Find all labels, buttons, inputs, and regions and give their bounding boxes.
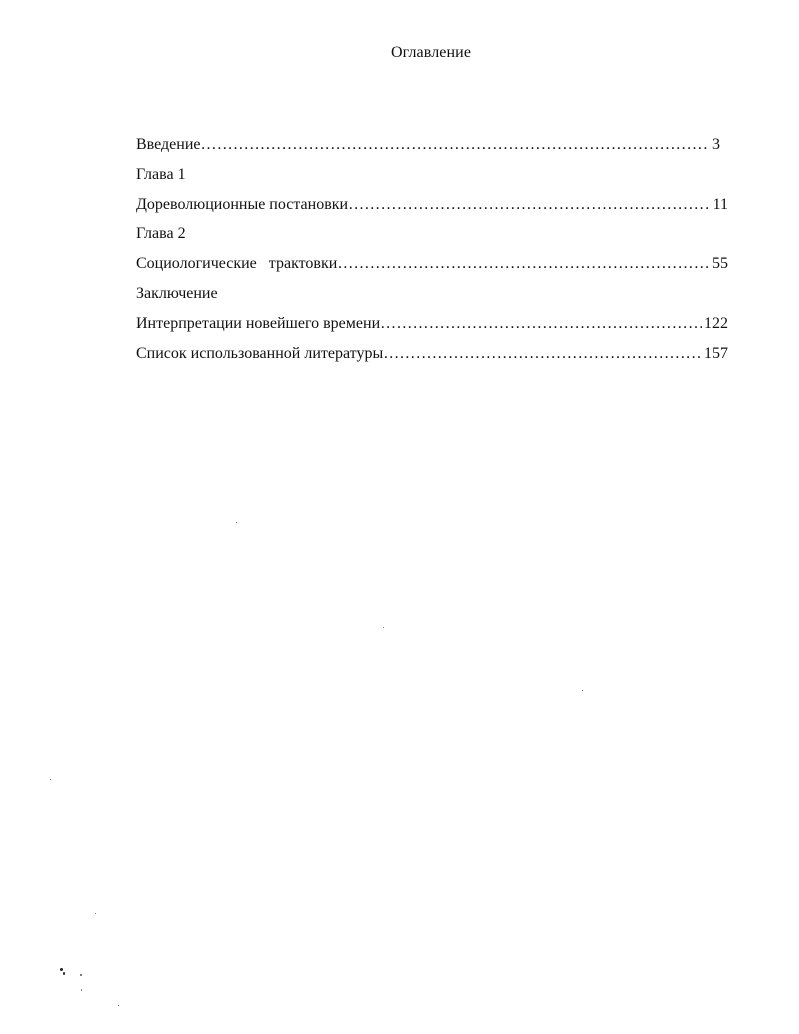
dot-leader (201, 134, 711, 156)
scan-speck (118, 1005, 119, 1006)
scan-speck (236, 522, 237, 523)
scan-speck (80, 974, 82, 976)
dot-leader (383, 343, 702, 365)
scan-speck (63, 972, 65, 975)
scan-speck (50, 779, 51, 780)
toc-conclusion-heading (136, 283, 728, 313)
scan-speck (60, 968, 63, 971)
toc-heading-label: Глава 1 (136, 165, 186, 183)
dot-leader (348, 194, 711, 216)
dot-leader (337, 253, 710, 275)
toc-entry-label: Дореволюционные постановки (136, 195, 349, 213)
toc-entry-label: Введение (136, 136, 201, 153)
table-of-contents (136, 134, 728, 372)
toc-entry-label: Социологические трактовки (136, 255, 338, 273)
toc-entry-conclusion[interactable] (136, 313, 728, 343)
scan-speck (95, 913, 96, 914)
page-title: Оглавление (390, 44, 472, 61)
scan-speck (383, 627, 384, 628)
toc-heading-label: Заключение (136, 284, 218, 302)
scan-speck (582, 690, 583, 691)
toc-chapter-heading-2 (136, 223, 728, 253)
toc-page-number: 122 (704, 314, 728, 332)
toc-page-number: 157 (704, 344, 728, 362)
toc-page-number: 11 (712, 195, 728, 213)
toc-entry-label: Список использованной литературы (136, 344, 384, 362)
toc-heading-label: Глава 2 (136, 225, 186, 243)
toc-entry-bibliography[interactable] (136, 343, 728, 373)
toc-page-number: 3 (712, 136, 720, 153)
toc-entry-label: Интерпретации новейшего времени (136, 314, 381, 332)
toc-entry-chapter-1[interactable] (136, 194, 728, 224)
dot-leader (380, 313, 702, 335)
toc-page-number: 55 (712, 255, 728, 273)
toc-entry-introduction[interactable] (136, 134, 728, 164)
toc-entry-chapter-2[interactable] (136, 253, 728, 283)
toc-chapter-heading-1 (136, 164, 728, 194)
scan-speck (81, 989, 82, 991)
